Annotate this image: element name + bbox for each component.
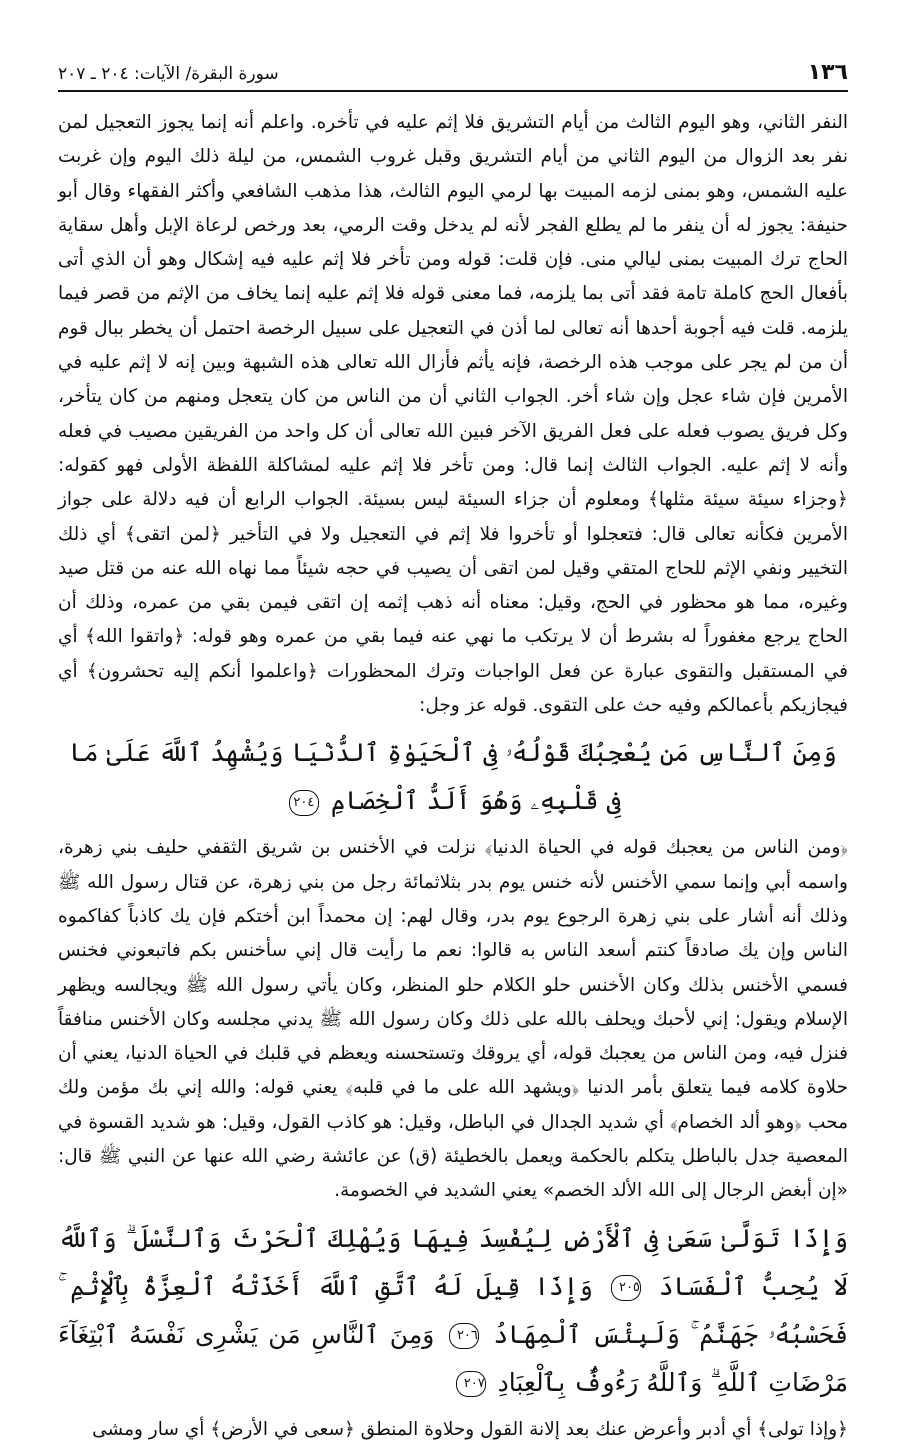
page-number: ١٣٦ <box>807 60 848 85</box>
ayah-number-marker: ٢٠٧ <box>456 1371 486 1397</box>
quran-verse-204 <box>58 729 848 825</box>
ayah-number-marker: ٢٠٤ <box>289 790 319 816</box>
ayah-number-marker: ٢٠٥ <box>611 1275 641 1301</box>
commentary-paragraph-2: ﴿ومن الناس من يعجبك قوله في الحياة الدنيا﴾ نزلت في الأخنس بن شريق الثقفي حليف بني زهرة، واسمه أبي وإنما سمي الأخنس لأنه خنس يوم بدر بثلاثمائة رجل من بني زهرة، عن قتال رسول الله ﷺ وذلك أنه أشار على بني زهرة الرجوع يوم بدر، وقال لهم: إن محمداً ابن أختكم فإن يك كاذباً كفاكموه الناس وإن يك صادقاً كنتم أسعد الناس به قالوا: نعم ما رأيت قال إني سأخنس بكم فاتبعوني فخنس فسمي الأخنس بذلك وكان الأخنس حلو الكلام حلو المنظر، وكان يأتي رسول الله ﷺ ويجالسه ويظهر الإسلام ويقول: إني لأحبك ويحلف بالله على ذلك وكان رسول الله ﷺ يدني مجلسه وكان الأخنس منافقاً فنزل فيه، ومن الناس من يعجبك قوله، أي يروقك وتستحسنه ويعظم في قلبك في الحياة الدنيا، يعني أن حلاوة كلامه فيما يتعلق بأمر الدنيا ﴿ويشهد الله على ما في قلبه﴾ يعني قوله: والله إني بك مؤمن ولك محب ﴿وهو ألد الخصام﴾ أي شديد الجدال في الباطل، وقيل: هو كاذب القول، وقيل: هو شديد القسوة في المعصية جدل بالباطل يتكلم بالحكمة ويعمل بالخطيئة (ق) عن عائشة رضي الله عنها عن النبي ﷺ قال: «إن أبغض الرجال إلى الله الألد الخصم» يعني الشديد في الخصومة. <box>58 837 848 1202</box>
verse-207-text: وَمِنَ ٱلنَّاسِ مَن يَشْرِى نَفْسَهُ ٱبْتِغَآءَ مَرْضَاتِ ٱللَّهِ ۗ وَٱللَّهُ رَءُوفٌۢ بِٱلْعِبَادِ <box>58 1319 848 1397</box>
page-header <box>58 58 848 92</box>
verse-205-text: وَإِذَا تَوَلَّىٰ سَعَىٰ فِى ٱلْأَرْضِ لِيُفْسِدَ فِيهَا وَيُهْلِكَ ٱلْحَرْثَ وَٱلنَّسْلَ ۗ وَٱللَّهُ لَا يُحِبُّ ٱلْفَسَادَ <box>58 1223 848 1301</box>
running-title: سورة البقرة/ الآيات: ٢٠٤ ـ ٢٠٧ <box>58 64 279 84</box>
quran-verses-205-207 <box>58 1215 848 1407</box>
commentary-paragraph-3: ﴿وإذا تولى﴾ أي أدبر وأعرض عنك بعد إلانة القول وحلاوة المنطق ﴿سعى في الأرض﴾ أي سار ومشى <box>92 1418 848 1440</box>
ayah-number-marker: ٢٠٦ <box>449 1323 479 1349</box>
verse-206-text: وَإِذَا قِيلَ لَهُ ٱتَّقِ ٱللَّهَ أَخَذَتْهُ ٱلْعِزَّةُ بِٱلْإِثْمِ ۚ فَحَسْبُهُۥ جَهَنَّمُ ۚ وَلَبِئْسَ ٱلْمِهَادُ <box>58 1271 848 1349</box>
commentary-paragraph-1: النفر الثاني، وهو اليوم الثالث من أيام التشريق فلا إثم عليه في تأخره. واعلم أنه إنما يجوز التعجيل لمن نفر بعد الزوال من اليوم الثاني من أيام التشريق وقبل غروب الشمس، من ليلة ذلك اليوم وإن غربت عليه الشمس، وهو بمنى لزمه المبيت بها لرمي اليوم الثالث، هذا مذهب الشافعي وأكثر الفقهاء وقال أبو حنيفة: يجوز له أن ينفر ما لم يطلع الفجر لأنه لم يدخل وقت الرمي، بعد ورخص لرعاة الإبل وأهل سقاية الحاج ترك المبيت بمنى ليالي منى. فإن قلت: قوله ومن تأخر فلا إثم عليه فيه إشكال وهو أن الذي أتى بأفعال الحج كاملة تامة فقد أتى بما يلزمه، فما معنى قوله فلا إثم عليه إنما يخاف من الإثم من قصر فيما يلزمه. قلت فيه أجوبة أحدها أنه تعالى لما أذن في التعجيل على سبيل الرخصة احتمل أن يخطر ببال قوم أن من لم يجر على موجب هذه الرخصة، فإنه يأثم فأزال الله تعالى هذه الشبهة وبين إنه لا إثم عليه في الأمرين فإن شاء عجل وإن شاء أخر. الجواب الثاني أن من الناس من كان يتعجل ومنهم من كان يتأخر، وكل فريق يصوب فعله على فعل الفريق الآخر فبين الله تعالى أن كل واحد من الفريقين مصيب في فعله وأنه لا إثم عليه. الجواب الثالث إنما قال: ومن تأخر فلا إثم عليه لمشاكلة اللفظة الأولى فهو كقوله: ﴿وجزاء سيئة سيئة مثلها﴾ ومعلوم أن جزاء السيئة ليس بسيئة. الجواب الرابع أن فيه دلالة على جواز الأمرين فكأنه تعالى قال: فتعجلوا أو تأخروا فلا إثم في التعجيل ولا في التأخير ﴿لمن اتقى﴾ أي ذلك التخيير ونفي الإثم للحاج المتقي وقيل لمن اتقى أن يصيب في حجه شيئاً مما نهاه الله عنه من قتل صيد وغيره، مما هو محظور في الحج، وقيل: معناه أنه ذهب إثمه إن اتقى فيمن بقي من عمره، وذلك أن الحاج يرجع مغفوراً له بشرط أن لا يرتكب ما نهي عنه فيما بقي من عمره وهو قوله: ﴿واتقوا الله﴾ أي في المستقبل والتقوى عبارة عن فعل الواجبات وترك المحظورات ﴿واعلموا أنكم إليه تحشرون﴾ أي فيجازيكم بأعمالكم وفيه حث على التقوى. قوله عز وجل: <box>58 112 848 717</box>
verse-text: وَمِنَ ٱلنَّاسِ مَن يُعْجِبُكَ قَوْلُهُۥ فِى ٱلْحَيَوٰةِ ٱلدُّنْيَا وَيُشْهِدُ ٱللَّهَ عَلَىٰ مَا فِى قَلْبِهِۦ وَهُوَ أَلَدُّ ٱلْخِصَامِ <box>69 738 837 816</box>
